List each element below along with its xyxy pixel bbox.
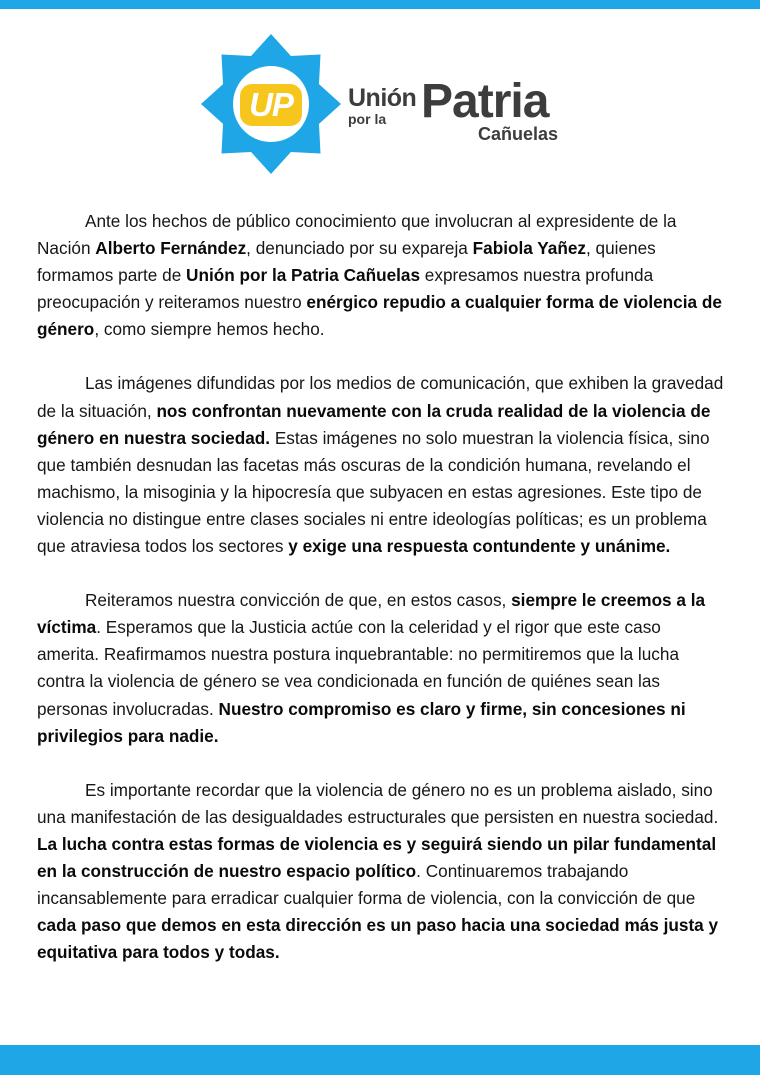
paragraph — [37, 777, 727, 967]
text-run: Las imágenes difundidas por los medios de comunicación, que exhiben la gravedad de la situación, — [37, 373, 724, 421]
bold-text: Nuestro compromiso es claro y firme, sin concesiones ni privilegios para nadie. — [37, 698, 686, 746]
bold-text: enérgico repudio a cualquier forma de violencia de género — [37, 292, 722, 340]
bold-text: Alberto Fernández — [95, 238, 247, 259]
bold-text: Fabiola Yañez — [472, 238, 586, 259]
bold-text: cada paso que demos en esta dirección es un paso hacia una sociedad más justa y equitativa para todos y todas. — [37, 915, 719, 963]
logo-word-union: Unión — [348, 84, 417, 112]
text-run: . Esperamos que la Justicia actúe con la celeridad y el rigor que este caso amerita. Reafirmamos nuestra postura inquebrantable: no permitiremos que la lucha contra la violencia de género se vea condicionada en función de quiénes sean las personas involucradas. — [37, 617, 679, 719]
text-run: expresamos nuestra profunda preocupación y reiteramos nuestro — [37, 265, 654, 313]
paragraph — [37, 587, 727, 750]
logo-word-canuelas: Cañuelas — [478, 124, 559, 144]
bold-text: nos confrontan nuevamente con la cruda realidad de la violencia de género en nuestra sociedad. — [37, 400, 711, 448]
statement-body — [37, 208, 727, 993]
bold-text: Unión por la Patria Cañuelas — [186, 265, 421, 286]
logo-word-patria: Patria — [421, 75, 549, 128]
paragraph — [37, 370, 727, 560]
text-run: Es importante recordar que la violencia de género no es un problema aislado, sino una manifestación de las desigualdades estructurales que persisten en nuestra sociedad. — [37, 779, 719, 827]
text-run: , denunciado por su expareja — [246, 238, 473, 259]
text-run: , quienes formamos parte de — [37, 238, 656, 286]
text-run: Ante los hechos de público conocimiento que involucran al expresidente de la Nación — [37, 211, 677, 259]
text-run: Estas imágenes no solo muestran la violencia física, sino que también desnudan las facetas más oscuras de la condición humana, revelando el machismo, la misoginia y la hipocresía que subyacen en estas agresiones. Este tipo de violencia no distingue entre clases sociales ni entre ideologías políticas; es un problema que atraviesa todos los sectores — [37, 427, 710, 557]
bottom-accent-bar — [0, 1045, 760, 1075]
union-por-la-patria-logo — [196, 34, 596, 179]
paragraph — [37, 208, 727, 343]
badge-text: UP — [249, 86, 293, 123]
bold-text: La lucha contra estas formas de violencia es y seguirá siendo un pilar fundamental en la construcción de nuestro espacio político — [37, 833, 717, 881]
text-run: Reiteramos nuestra convicción de que, en estos casos, — [85, 590, 512, 611]
logo-word-por-la: por la — [348, 111, 387, 127]
bold-text: siempre le creemos a la víctima — [37, 590, 706, 638]
top-accent-bar — [0, 0, 760, 9]
text-run: . Continuaremos trabajando incansablemente para erradicar cualquier forma de violencia, con la convicción de que — [37, 860, 696, 909]
text-run: , como siempre hemos hecho. — [94, 319, 325, 340]
bold-text: y exige una respuesta contundente y unánime. — [288, 536, 671, 557]
